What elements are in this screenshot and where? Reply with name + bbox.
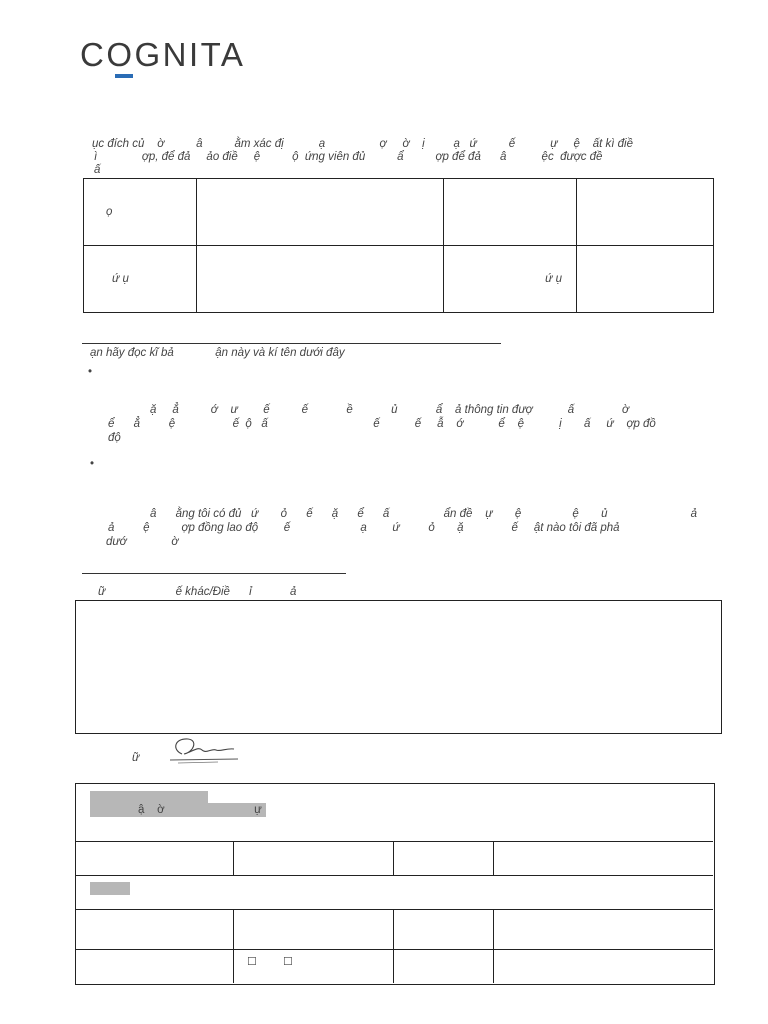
bullet-1: • bbox=[88, 366, 93, 378]
office-col-divider bbox=[233, 909, 234, 983]
comments-heading-rule bbox=[82, 573, 346, 574]
office-col-divider bbox=[393, 841, 394, 875]
declaration-para2-line2: ả ệ ợp đồng lao độ ế ạ ứ ỏ ặ ế ật nào tôi đã phả bbox=[108, 522, 620, 534]
comments-heading: ữ ế khác/Điề ỉ ả bbox=[98, 586, 297, 598]
declaration-para1-line3: độ bbox=[108, 432, 121, 444]
intro-line-2: ì ợp, để đả ảo điề ệ ộ ứng viên đủ ẩ ợp để đả â ệc được đề bbox=[94, 151, 603, 163]
info-cell-r1c3[interactable] bbox=[444, 179, 577, 246]
office-row-divider-3 bbox=[76, 909, 713, 910]
bullet-2: • bbox=[90, 458, 95, 470]
name-label: ọ bbox=[84, 179, 197, 246]
info-cell-r2c4[interactable] bbox=[577, 246, 714, 313]
declaration-para1-line1: ặ ẳ ớ ư ế ế ề ủ ẩ ả thông tin đượ ấ ờ bbox=[150, 404, 629, 416]
declaration-heading-rule bbox=[82, 343, 501, 344]
declaration-para1-line2: ể ẳ ệ ế ộ ấ ế ế ẫ ớ ể ệ ị ấ ứ ợp đồ bbox=[108, 418, 656, 430]
checkbox-option-1[interactable]: ☐ bbox=[247, 956, 257, 968]
cognita-logo: COGNITA bbox=[80, 36, 246, 73]
position-label: ứ ụ bbox=[84, 246, 197, 313]
comments-textarea[interactable] bbox=[75, 600, 722, 734]
logo-accent-bar bbox=[115, 74, 133, 78]
declaration-para2-line1: â ằng tôi có đủ ứ ỏ ế ặ ể ấ ẩn đề ự ệ ệ ủ ả bbox=[150, 508, 697, 520]
office-row-divider-2 bbox=[76, 875, 713, 876]
position-field[interactable] bbox=[197, 246, 444, 313]
office-col-divider bbox=[493, 841, 494, 875]
office-col-divider bbox=[233, 841, 234, 875]
intro-line-3: ấ bbox=[94, 164, 101, 176]
declaration-para2-line3: dướ ờ bbox=[106, 536, 179, 548]
office-row-divider-1 bbox=[76, 841, 713, 842]
checkbox-option-2[interactable]: ☐ bbox=[283, 956, 293, 968]
position-label-2: ứ ụ bbox=[444, 246, 577, 313]
office-section-highlight bbox=[90, 882, 130, 895]
intro-line-1: ục đích củ ờ â ằm xác đị ạ ợ ờ ị ạ ứ ế ự ệ ất kì điề bbox=[92, 138, 633, 150]
declaration-heading: ạn hãy đọc kĩ bả ận này và kí tên dưới đây bbox=[90, 347, 345, 359]
office-title: ậ ờ ự bbox=[138, 804, 262, 816]
office-col-divider bbox=[493, 909, 494, 983]
handwritten-signature bbox=[168, 734, 240, 766]
applicant-info-table bbox=[83, 178, 714, 313]
office-row-divider-4 bbox=[76, 949, 713, 950]
info-cell-r1c4[interactable] bbox=[577, 179, 714, 246]
name-field[interactable] bbox=[197, 179, 444, 246]
office-col-divider bbox=[393, 909, 394, 983]
signature-label: ữ bbox=[132, 752, 140, 764]
